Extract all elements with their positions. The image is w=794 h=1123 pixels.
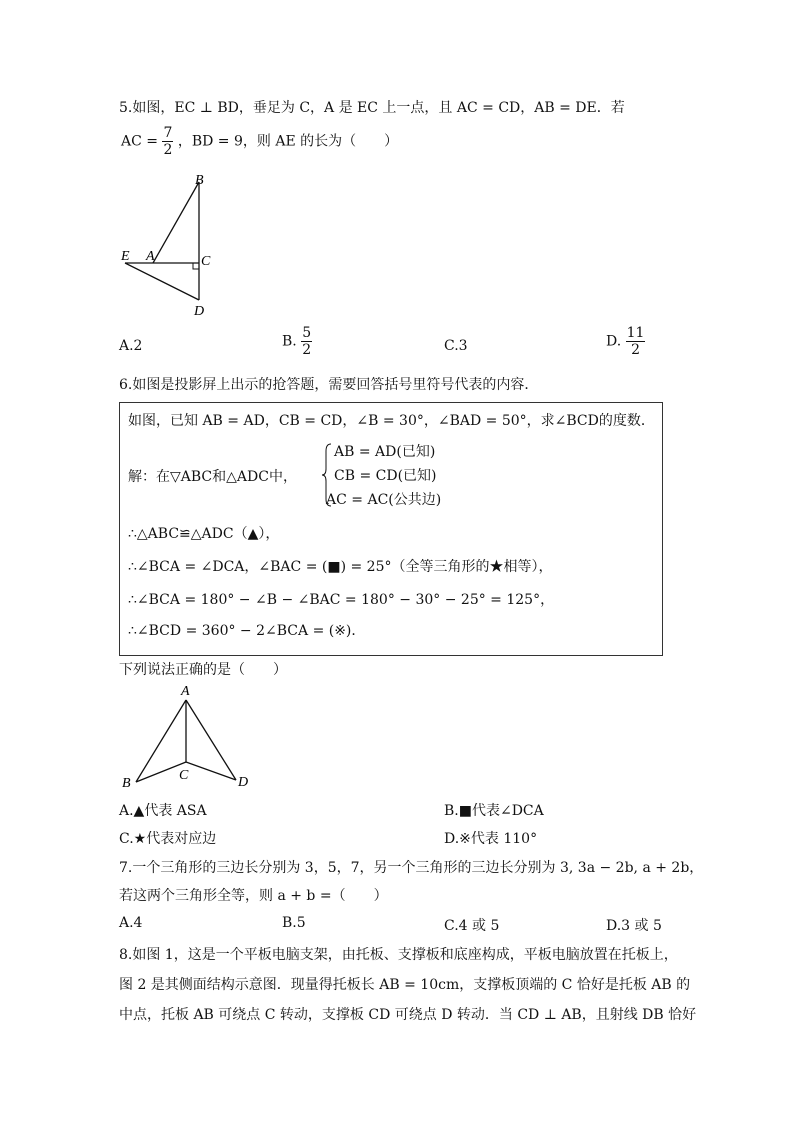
q5-option-c: C.3 [444, 338, 468, 354]
q5-option-d-num: 11 [626, 325, 645, 341]
q5-option-b-fraction [301, 326, 312, 357]
q5-segment-ab [153, 182, 199, 263]
q5-line2 [121, 126, 398, 157]
q6-figure [118, 682, 258, 792]
q7-option-b: B.5 [282, 915, 306, 931]
q5-label-d: D [194, 304, 205, 318]
q5-label-c: C [201, 254, 211, 269]
q5-right-angle-mark [193, 263, 199, 269]
q5-label-b: B [195, 173, 204, 188]
q5-option-d-fraction [626, 326, 646, 357]
q8-line3: 中点，托板 AB 可绕点 C 转动，支撑板 CD 可绕点 D 转动．当 CD ⊥ AB，且射线 DB 恰好 [119, 1007, 697, 1023]
q6-label-c: C [179, 768, 189, 783]
q6-option-c: C.★代表对应边 [119, 831, 217, 847]
q6-intro: 6.如图是投影屏上出示的抢答题，需要回答括号里符号代表的内容． [119, 377, 539, 393]
q5-option-b [282, 326, 312, 357]
q5-option-b-den: 2 [302, 342, 312, 358]
q5-option-b-num: 5 [302, 325, 312, 341]
q6-box-line6: ∴∠BCD = 360° − 2∠BCA = (※)． [128, 623, 366, 639]
q6-label-b: B [122, 776, 131, 791]
q5-ac-label: AC = [121, 133, 159, 150]
q6-label-a: A [181, 684, 190, 699]
q5-figure [115, 170, 225, 318]
q6-option-d: D.※代表 110° [444, 831, 538, 847]
q6-system-line3: AC = AC(公共边) [326, 492, 442, 508]
q7-option-a: A.4 [119, 915, 143, 931]
q5-option-d [606, 326, 645, 357]
q6-option-b: B.■代表∠DCA [444, 803, 544, 819]
q5-segment-ed [125, 263, 199, 300]
q7-option-d: D.3 或 5 [606, 918, 662, 934]
q8-line2: 图 2 是其侧面结构示意图．现量得托板长 AB = 10cm，支撑板顶端的 C 恰好是托板 AB 的 [119, 977, 691, 993]
q5-option-d-prefix: D. [606, 333, 622, 350]
q8-line1: 8.如图 1，这是一个平板电脑支架，由托板、支撑板和底座构成，平板电脑放置在托板上， [119, 947, 678, 963]
q6-label-d: D [238, 775, 249, 790]
q6-solve-prefix: 解：在▽ABC和△ADC中， [128, 469, 297, 485]
q6-question: 下列说法正确的是（ ） [119, 662, 287, 678]
q6-segment-ad [186, 700, 236, 780]
q6-system-line2: CB = CD(已知) [334, 468, 437, 484]
q5-option-d-den: 2 [631, 342, 641, 358]
q6-option-a: A.▲代表 ASA [119, 803, 207, 819]
q7-line2: 若这两个三角形全等，则 a + b =（ ） [119, 888, 388, 904]
q5-fraction-num: 7 [163, 125, 173, 141]
q5-label-e: E [121, 249, 130, 264]
q6-box-line1: 如图，已知 AB = AD，CB = CD，∠B = 30°，∠BAD = 50°，求∠BCD的度数． [128, 413, 655, 429]
q5-line2-suffix: ，BD = 9，则 AE 的长为（ ） [177, 133, 399, 150]
q5-option-b-prefix: B. [282, 333, 297, 350]
q5-fraction [162, 126, 173, 157]
q6-segment-cd [186, 762, 236, 780]
q6-box-line5: ∴∠BCA = 180° − ∠B − ∠BAC = 180° − 30° − 25° = 125°， [128, 592, 555, 608]
q6-system-line1: AB = AD(已知) [334, 444, 436, 460]
q7-option-c: C.4 或 5 [444, 918, 500, 934]
q5-line1: 5.如图，EC ⊥ BD，垂足为 C，A 是 EC 上一点，且 AC = CD，AB = DE．若 [119, 100, 625, 116]
q5-option-a: A.2 [119, 338, 143, 354]
q5-fraction-den: 2 [163, 142, 173, 158]
q7-line1: 7.一个三角形的三边长分别为 3，5，7，另一个三角形的三边长分别为 3, 3a − 2b, a + 2b， [119, 860, 704, 876]
q6-box-line3: ∴△ABC≌△ADC（▲）， [128, 526, 280, 542]
q5-label-a: A [146, 249, 155, 264]
q6-box-line4: ∴∠BCA = ∠DCA，∠BAC = (■) = 25°（全等三角形的★相等）， [128, 559, 553, 575]
